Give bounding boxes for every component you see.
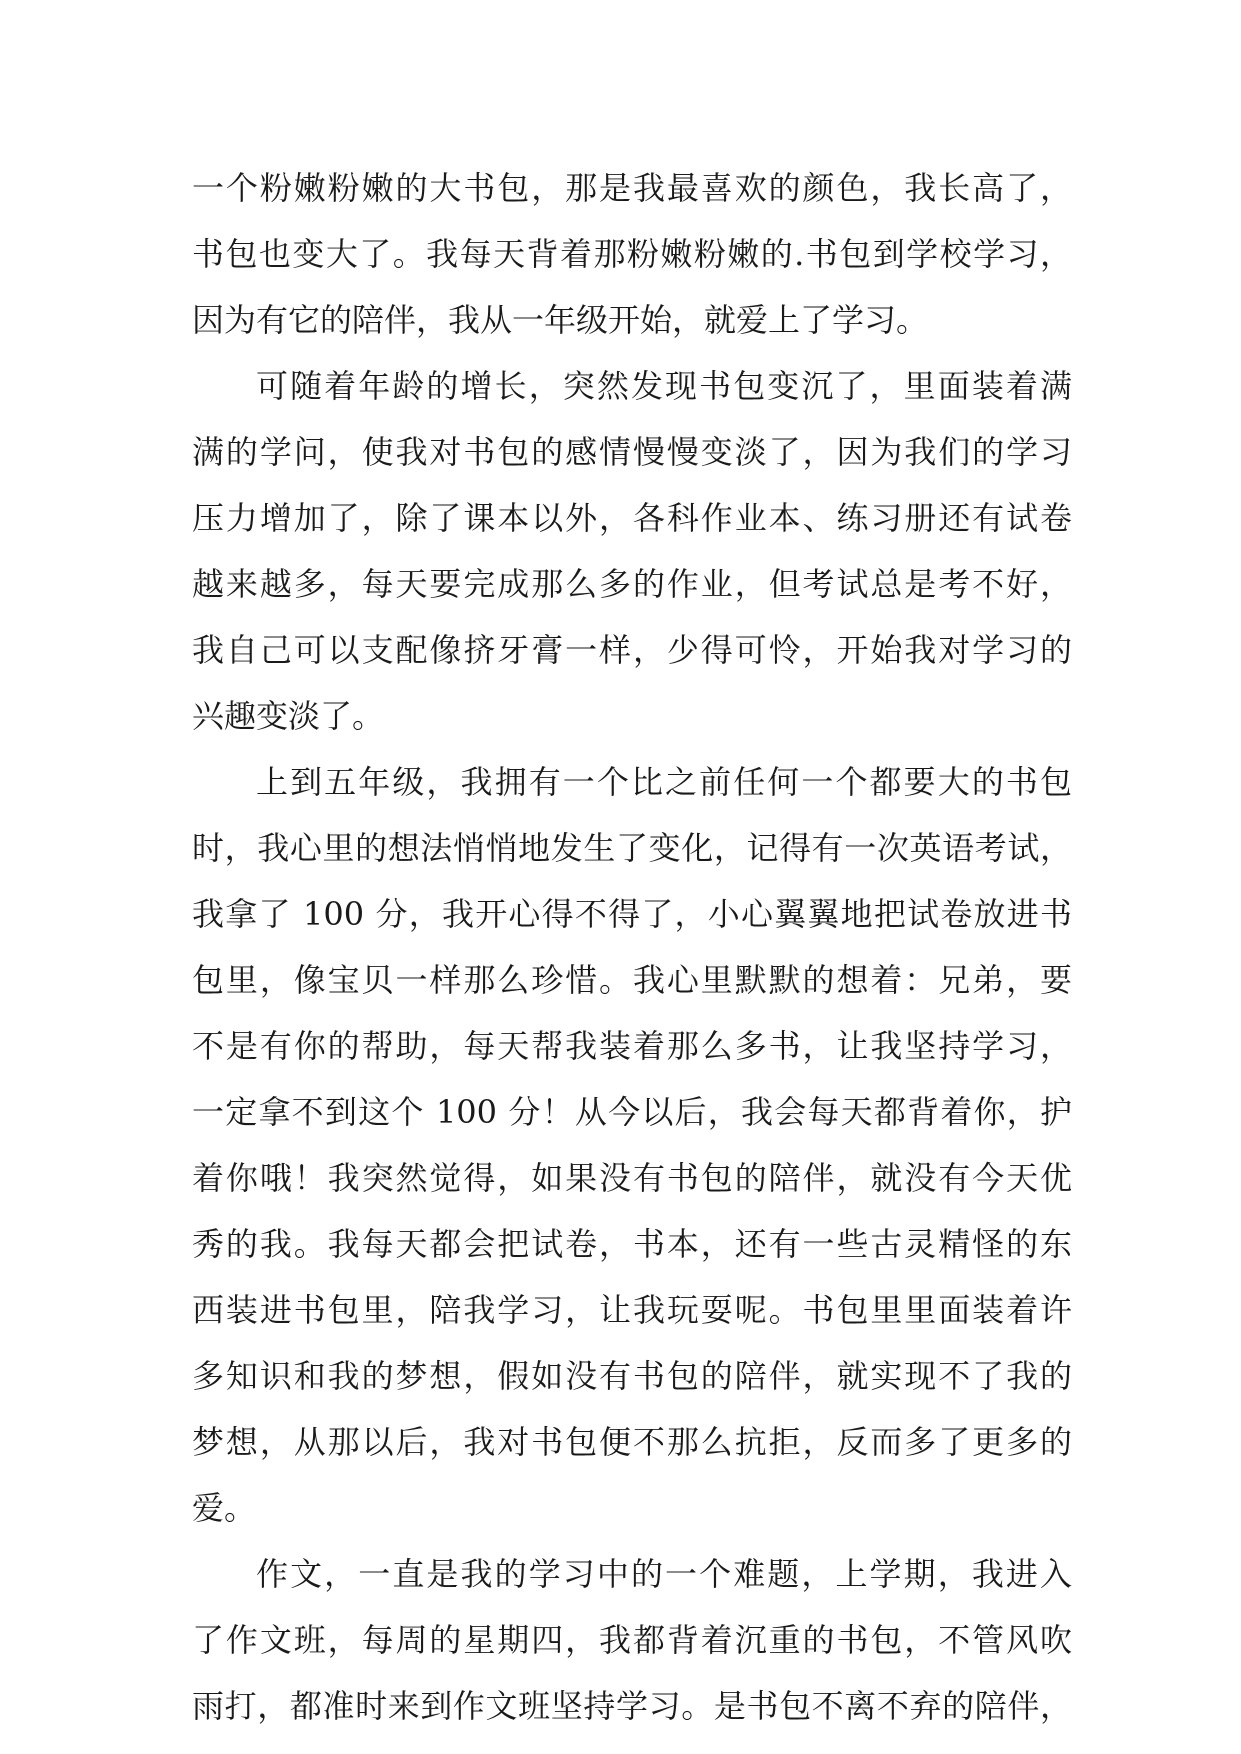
document-body bbox=[192, 155, 1072, 1739]
text-line: 我拿了 100 分，我开心得不得了，小心翼翼地把试卷放进书 bbox=[192, 895, 1072, 933]
text-line: 满的学问，使我对书包的感情慢慢变淡了，因为我们的学习 bbox=[192, 433, 1072, 471]
text-line: 压力增加了，除了课本以外，各科作业本、练习册还有试卷 bbox=[192, 499, 1072, 537]
text-line: 西装进书包里，陪我学习，让我玩耍呢。书包里里面装着许 bbox=[192, 1291, 1072, 1329]
text-line: 不是有你的帮助，每天帮我装着那么多书，让我坚持学习， bbox=[192, 1027, 1072, 1065]
text-line: 越来越多，每天要完成那么多的作业，但考试总是考不好， bbox=[192, 565, 1072, 603]
text-line: 书包也变大了。我每天背着那粉嫩粉嫩的.书包到学校学习， bbox=[192, 235, 1072, 273]
text-line: 爱。 bbox=[192, 1489, 257, 1527]
text-line: 因为有它的陪伴，我从一年级开始，就爱上了学习。 bbox=[192, 301, 929, 339]
text-line: 兴趣变淡了。 bbox=[192, 697, 385, 735]
text-line: 我自己可以支配像挤牙膏一样，少得可怜，开始我对学习的 bbox=[192, 631, 1072, 669]
text-line: 一定拿不到这个 100 分！从今以后，我会每天都背着你，护 bbox=[192, 1093, 1072, 1131]
text-line: 上到五年级，我拥有一个比之前任何一个都要大的书包 bbox=[256, 763, 1072, 801]
text-line: 包里，像宝贝一样那么珍惜。我心里默默的想着：兄弟，要 bbox=[192, 961, 1072, 999]
text-line: 可随着年龄的增长，突然发现书包变沉了，里面装着满 bbox=[256, 367, 1072, 405]
text-line: 秀的我。我每天都会把试卷，书本，还有一些古灵精怪的东 bbox=[192, 1225, 1072, 1263]
text-line: 作文，一直是我的学习中的一个难题，上学期，我进入 bbox=[256, 1555, 1072, 1593]
text-line: 雨打，都准时来到作文班坚持学习。是书包不离不弃的陪伴， bbox=[192, 1687, 1072, 1725]
text-line: 时，我心里的想法悄悄地发生了变化，记得有一次英语考试， bbox=[192, 829, 1072, 867]
text-line: 着你哦！我突然觉得，如果没有书包的陪伴，就没有今天优 bbox=[192, 1159, 1072, 1197]
text-line: 一个粉嫩粉嫩的大书包，那是我最喜欢的颜色，我长高了， bbox=[192, 169, 1072, 207]
text-line: 多知识和我的梦想，假如没有书包的陪伴，就实现不了我的 bbox=[192, 1357, 1072, 1395]
text-line: 了作文班，每周的星期四，我都背着沉重的书包，不管风吹 bbox=[192, 1621, 1072, 1659]
text-line: 梦想，从那以后，我对书包便不那么抗拒，反而多了更多的 bbox=[192, 1423, 1072, 1461]
